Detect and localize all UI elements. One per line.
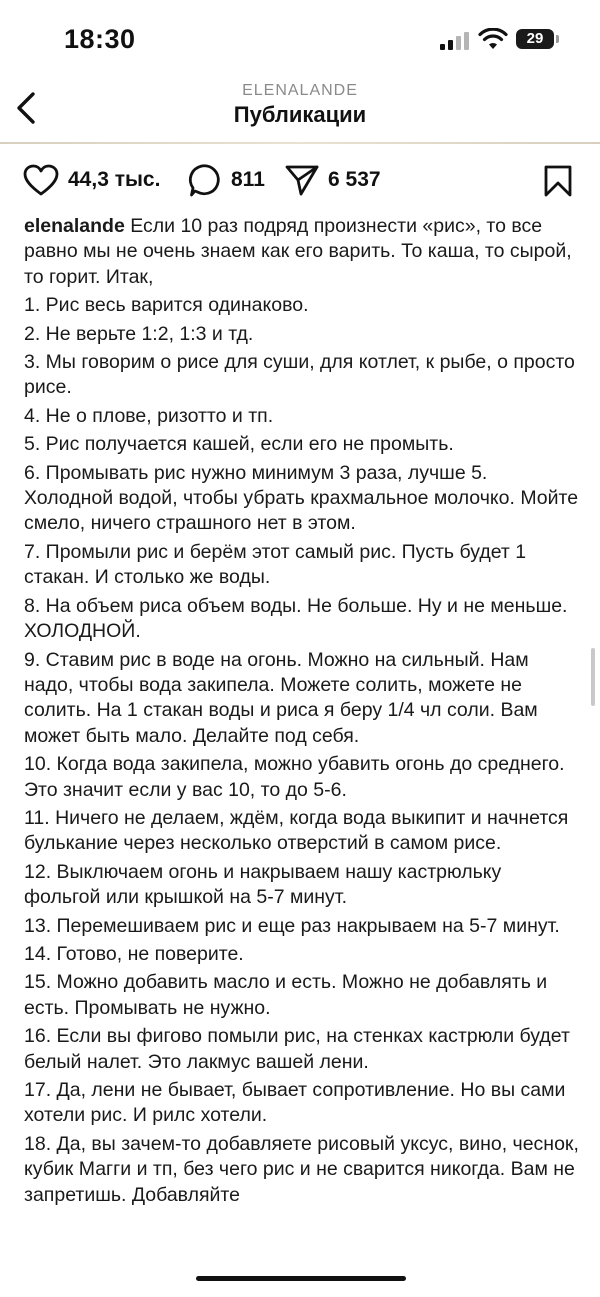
caption-item: 17. Да, лени не бывает, бывает сопротивление. Но вы сами хотели рис. И рилс хотели. — [24, 1079, 566, 1127]
status-bar — [0, 0, 600, 80]
caption-item: 18. Да, вы зачем-то добавляете рисовый уксус, вино, чеснок, кубик Магги и тп, без чего рис и не сварится никогда. Вам не запретишь. Добавляйте — [24, 1132, 579, 1206]
caption-item: 11. Ничего не делаем, ждём, когда вода выкипит и начнется булькание через несколько отверстий в самом рисе. — [24, 806, 569, 855]
header-username: ELENALANDE — [242, 82, 358, 99]
cellular-signal-icon — [440, 32, 470, 50]
caption-intro-text: Если 10 раз подряд произнести «рис», то все равно мы не очень знаем как его варить. То каша, то сырой, то горит. Итак, — [24, 215, 572, 288]
wifi-icon — [478, 28, 508, 50]
caption-item: 9. Ставим рис в воде на огонь. Можно на сильный. Нам надо, чтобы вода закипела. Можете солить, можете не солить. На 1 стакан воды и риса я беру 1/4 чл соли. Вам может быть мало. Делайте под себя. — [24, 648, 538, 747]
share-button[interactable] — [284, 164, 381, 196]
caption-item: 10. Когда вода закипела, можно убавить огонь до среднего. Это значит если у вас 10, то до 5-6. — [24, 753, 565, 801]
comment-icon — [187, 163, 223, 197]
home-indicator — [196, 1276, 406, 1281]
page-title: Публикации — [233, 102, 367, 127]
page-header — [0, 78, 600, 142]
battery-nub — [556, 35, 559, 43]
caption-item: 13. Перемешиваем рис и еще раз накрываем на 5-7 минут. — [24, 914, 560, 937]
like-button[interactable] — [22, 164, 160, 196]
heart-icon — [22, 163, 60, 197]
comment-button[interactable] — [187, 164, 265, 196]
caption-item: 4. Не о плове, ризотто и тп. — [24, 404, 274, 427]
caption-item: 16. Если вы фигово помыли рис, на стенках кастрюли будет белый налет. Это лакмус вашей лени. — [24, 1025, 570, 1073]
caption-item: 15. Можно добавить масло и есть. Можно не добавлять и есть. Промывать не нужно. — [24, 971, 548, 1019]
caption-item: 2. Не верьте 1:2, 1:3 и тд. — [24, 322, 254, 345]
status-time: 18:30 — [64, 24, 136, 54]
comments-count: 811 — [231, 168, 265, 191]
caption-item: 14. Готово, не поверите. — [24, 942, 244, 965]
bookmark-icon[interactable] — [542, 164, 574, 198]
likes-count: 44,3 тыс. — [68, 168, 161, 191]
caption-intro — [24, 214, 580, 290]
post-actions — [0, 158, 600, 202]
header-divider — [0, 142, 600, 144]
battery-level: 29 — [526, 30, 544, 47]
caption-item: 8. На объем риса объем воды. Не больше. Ну и не меньше. ХОЛОДНОЙ. — [24, 594, 568, 643]
caption-item: 3. Мы говорим о рисе для суши, для котлет, к рыбе, о просто рисе. — [24, 351, 575, 399]
caption-item: 7. Промыли рис и берём этот самый рис. Пусть будет 1 стакан. И столько же воды. — [24, 540, 527, 589]
caption-item: 5. Рис получается кашей, если его не промыть. — [24, 433, 454, 456]
caption-item: 6. Промывать рис нужно минимум 3 раза, лучше 5. Холодной водой, чтобы убрать крахмальное молочко. Мойте смело, ничего страшного нет в этом. — [24, 461, 579, 535]
author-username[interactable]: elenalande — [24, 215, 125, 237]
scrollbar[interactable] — [591, 648, 595, 706]
send-icon — [284, 163, 320, 197]
shares-count: 6 537 — [328, 168, 381, 191]
caption-item: 12. Выключаем огонь и накрываем нашу кастрюльку фольгой или крышкой на 5-7 минут. — [24, 860, 502, 909]
caption-item: 1. Рис весь варится одинаково. — [24, 294, 309, 317]
battery-icon — [516, 29, 554, 49]
post-caption — [24, 214, 580, 1211]
